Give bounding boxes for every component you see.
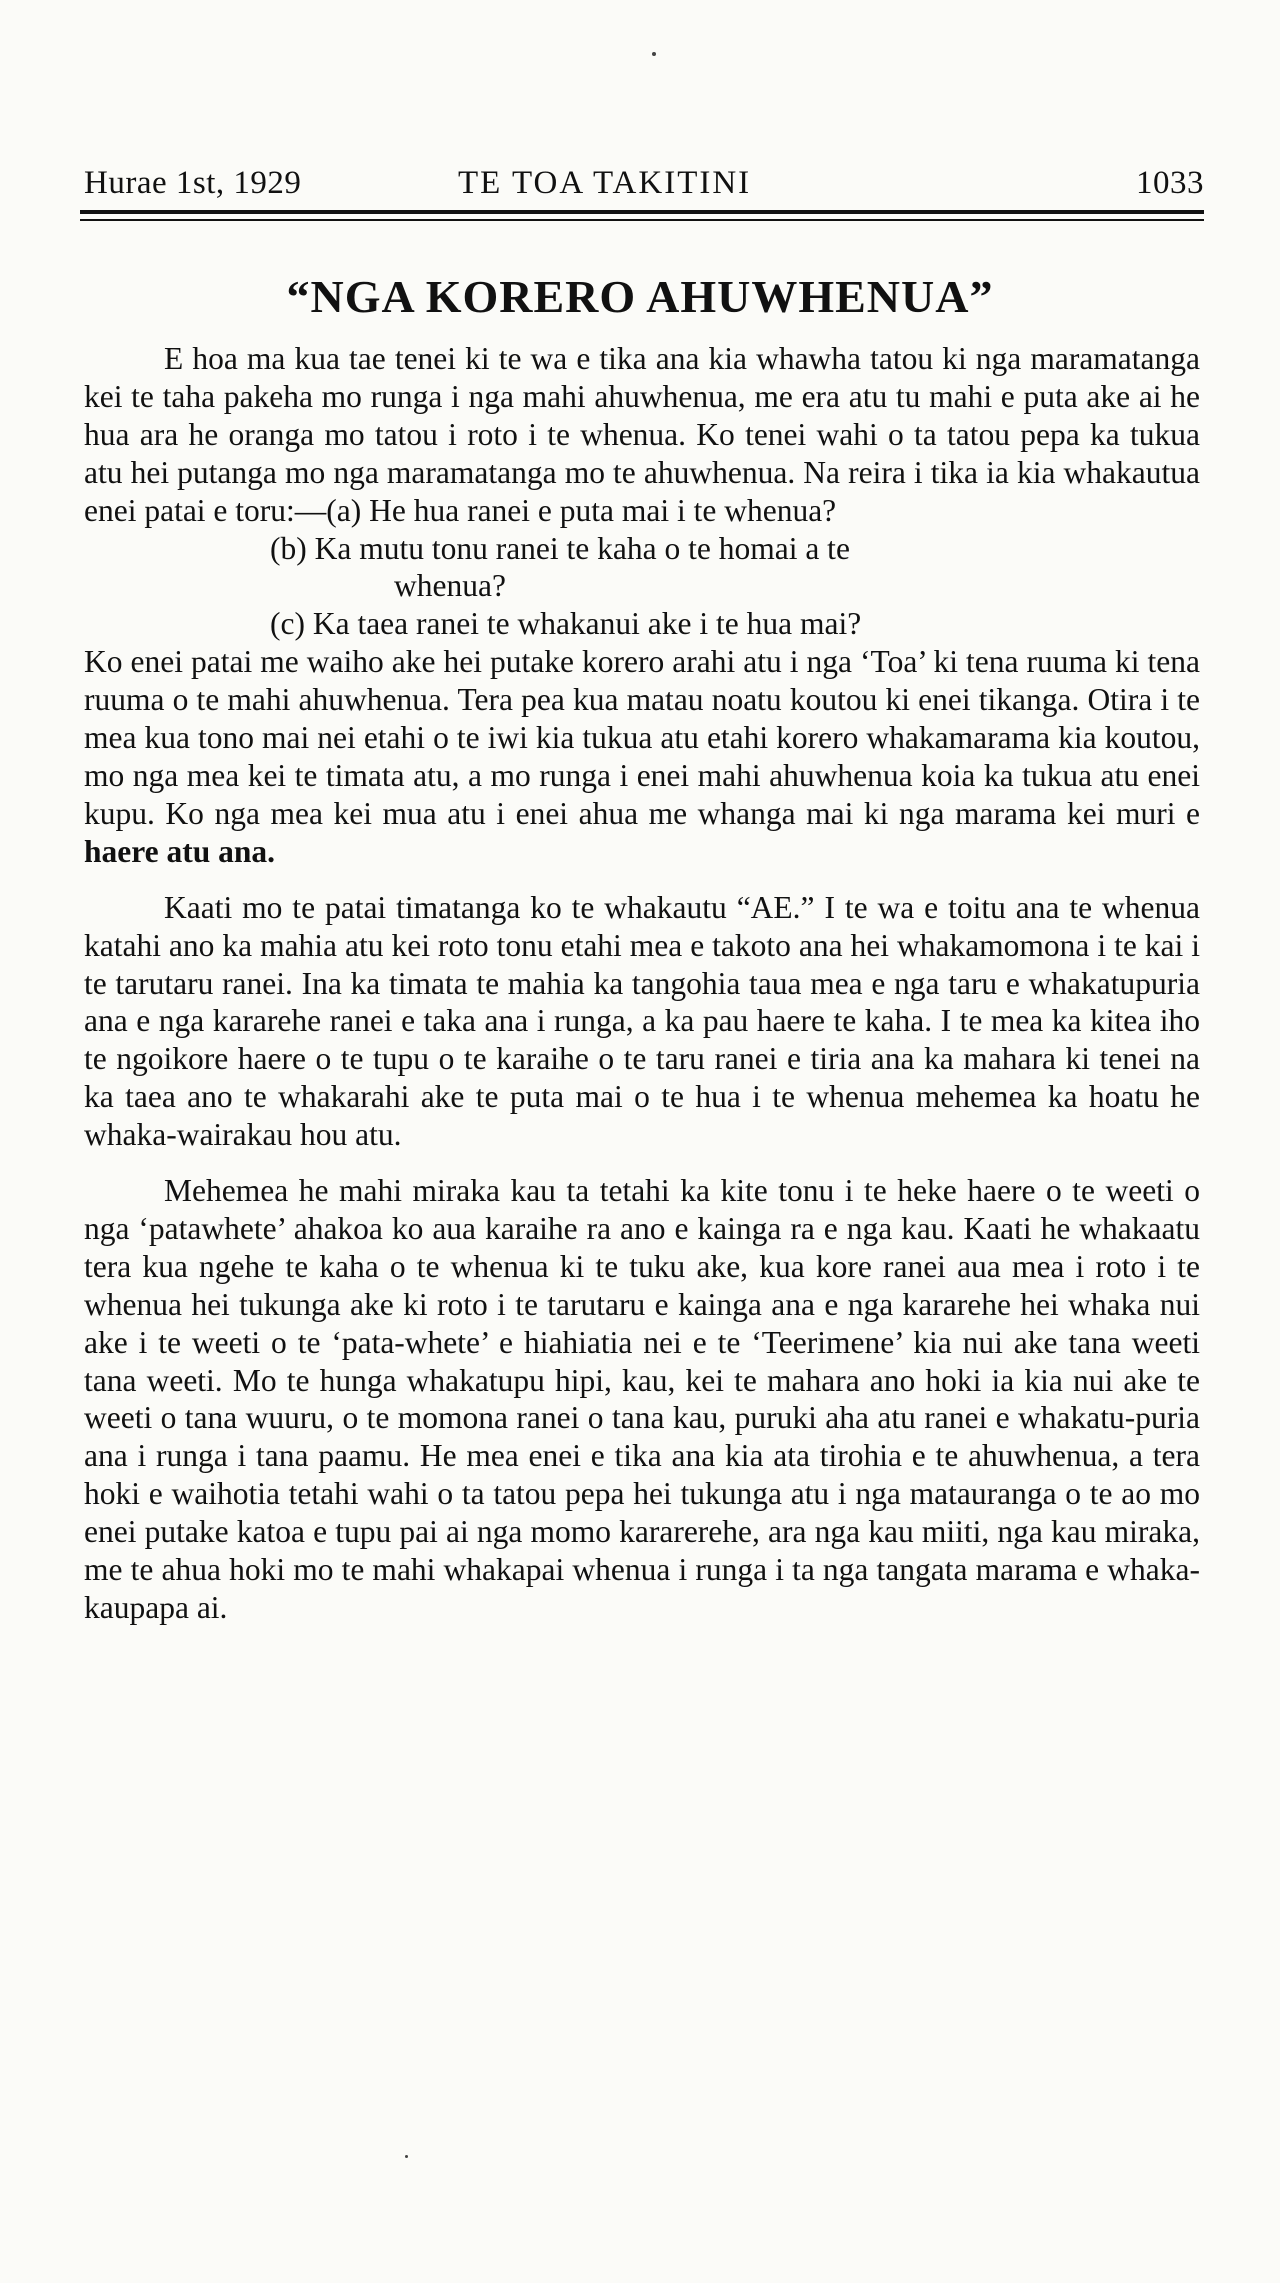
print-speck xyxy=(652,52,656,56)
paragraph-intro-continued xyxy=(84,643,1200,870)
question-b: (b) Ka mutu tonu ranei te kaha o te homai a te xyxy=(270,530,850,566)
paragraph-intro-continued-text: Ko enei patai me waiho ake hei putake korero arahi atu i nga ‘Toa’ ki tena ruuma ki tena ruuma o te mahi ahuwhenua. Tera pea kua matau noatu koutou ki enei tikanga. Otira i te mea kua tono mai nei etahi o te iwi kia tukua atu etahi korero whakamarama kia koutou, mo nga mea kei te timata atu, a mo runga i enei mahi ahuwhenua koia ka tukua atu enei kupu. Ko nga mea kei mua atu i enei ahua me whanga mai ki nga marama kei muri e xyxy=(84,644,1200,831)
header-publication-title: TE TOA TAKITINI xyxy=(458,165,752,201)
article-title: “NGA KORERO AHUWHENUA” xyxy=(286,271,994,322)
print-speck xyxy=(405,2155,408,2158)
header-rule-thin xyxy=(80,219,1204,221)
header-date: Hurae 1st, 1929 xyxy=(84,165,302,201)
question-c: (c) Ka taea ranei te whakanui ake i te hua mai? xyxy=(270,606,862,642)
paragraph-2: Kaati mo te patai timatanga ko te whakautu “AE.” I te wa e toitu ana te whenua katahi ano ka mahia atu kei roto tonu etahi mea e takoto ana hei whakamomona i te kai i te tarutaru ranei. Ina ka timata te mahia ka tangohia taua mea e nga taru e whakatupuria ana e nga kararehe ranei e taka ana i runga, a ka pau haere te kaha. I te mea ka kitea iho te ngoikore haere o te tupu o te karaihe o te taru ranei e tiria ana ka mahara ki tenei na ka taea ano te whakarahi ake te puta mai o te hua i te whenua mehemea ka hoatu he whaka-wairakau hou atu. xyxy=(84,889,1200,1153)
page-header xyxy=(84,165,1204,209)
header-page-number: 1033 xyxy=(1136,165,1204,201)
question-b-continuation: whenua? xyxy=(394,568,506,604)
paragraph-intro: E hoa ma kua tae tenei ki te wa e tika ana kia whawha tatou ki nga maramatanga kei te taha pakeha mo runga i nga mahi ahuwhenua, me era atu tu mahi e puta ake ai he hua ara he oranga mo tatou i roto i te whenua. Ko tenei wahi o ta tatou pepa ka tukua atu hei putanga mo nga maramatanga mo te ahuwhenua. Na reira i tika ia kia whakautua enei patai e toru:—(a) He hua ranei e puta mai i te whenua? xyxy=(84,341,1200,528)
paragraph-intro-bold-end: haere atu ana. xyxy=(84,833,276,869)
header-rule-thick xyxy=(80,210,1204,214)
paragraph-3: Mehemea he mahi miraka kau ta tetahi ka kite tonu i te heke haere o te weeti o nga ‘patawhete’ ahakoa ko aua karaihe ra ano e kainga ra e nga kau. Kaati he whakaatu tera kua ngehe te kaha o te whenua ki te tuku ake, kua kore ranei aua mea i roto i te whenua hei tukunga ake ki roto i te tarutaru e kainga ana e nga kararehe hei whaka nui ake i te weeti o te ‘pata-whete’ e hiahiatia nei e te ‘Teerimene’ kia nui ake tana weeti tana weeti. Mo te hunga whakatupu hipi, kau, kei te mahara ano hoki ia kia nui ake te weeti o tana wuuru, o te momona ranei o tana kau, puruki aha atu ranei e whakatu-puria ana i runga i tana paamu. He mea enei e tika ana kia ata tirohia e te ahuwhenua, a tera hoki e waihotia tetahi wahi o ta tatou pepa hei tukunga atu i nga matauranga o te ao mo enei putake katoa e tupu pai ai nga momo kararerehe, ara nga kau miiti, nga kau miraka, me te ahua hoki mo te mahi whakapai whenua i runga i ta nga tangata marama e whaka-kaupapa ai. xyxy=(84,1173,1200,1625)
article-body xyxy=(84,340,1200,1627)
